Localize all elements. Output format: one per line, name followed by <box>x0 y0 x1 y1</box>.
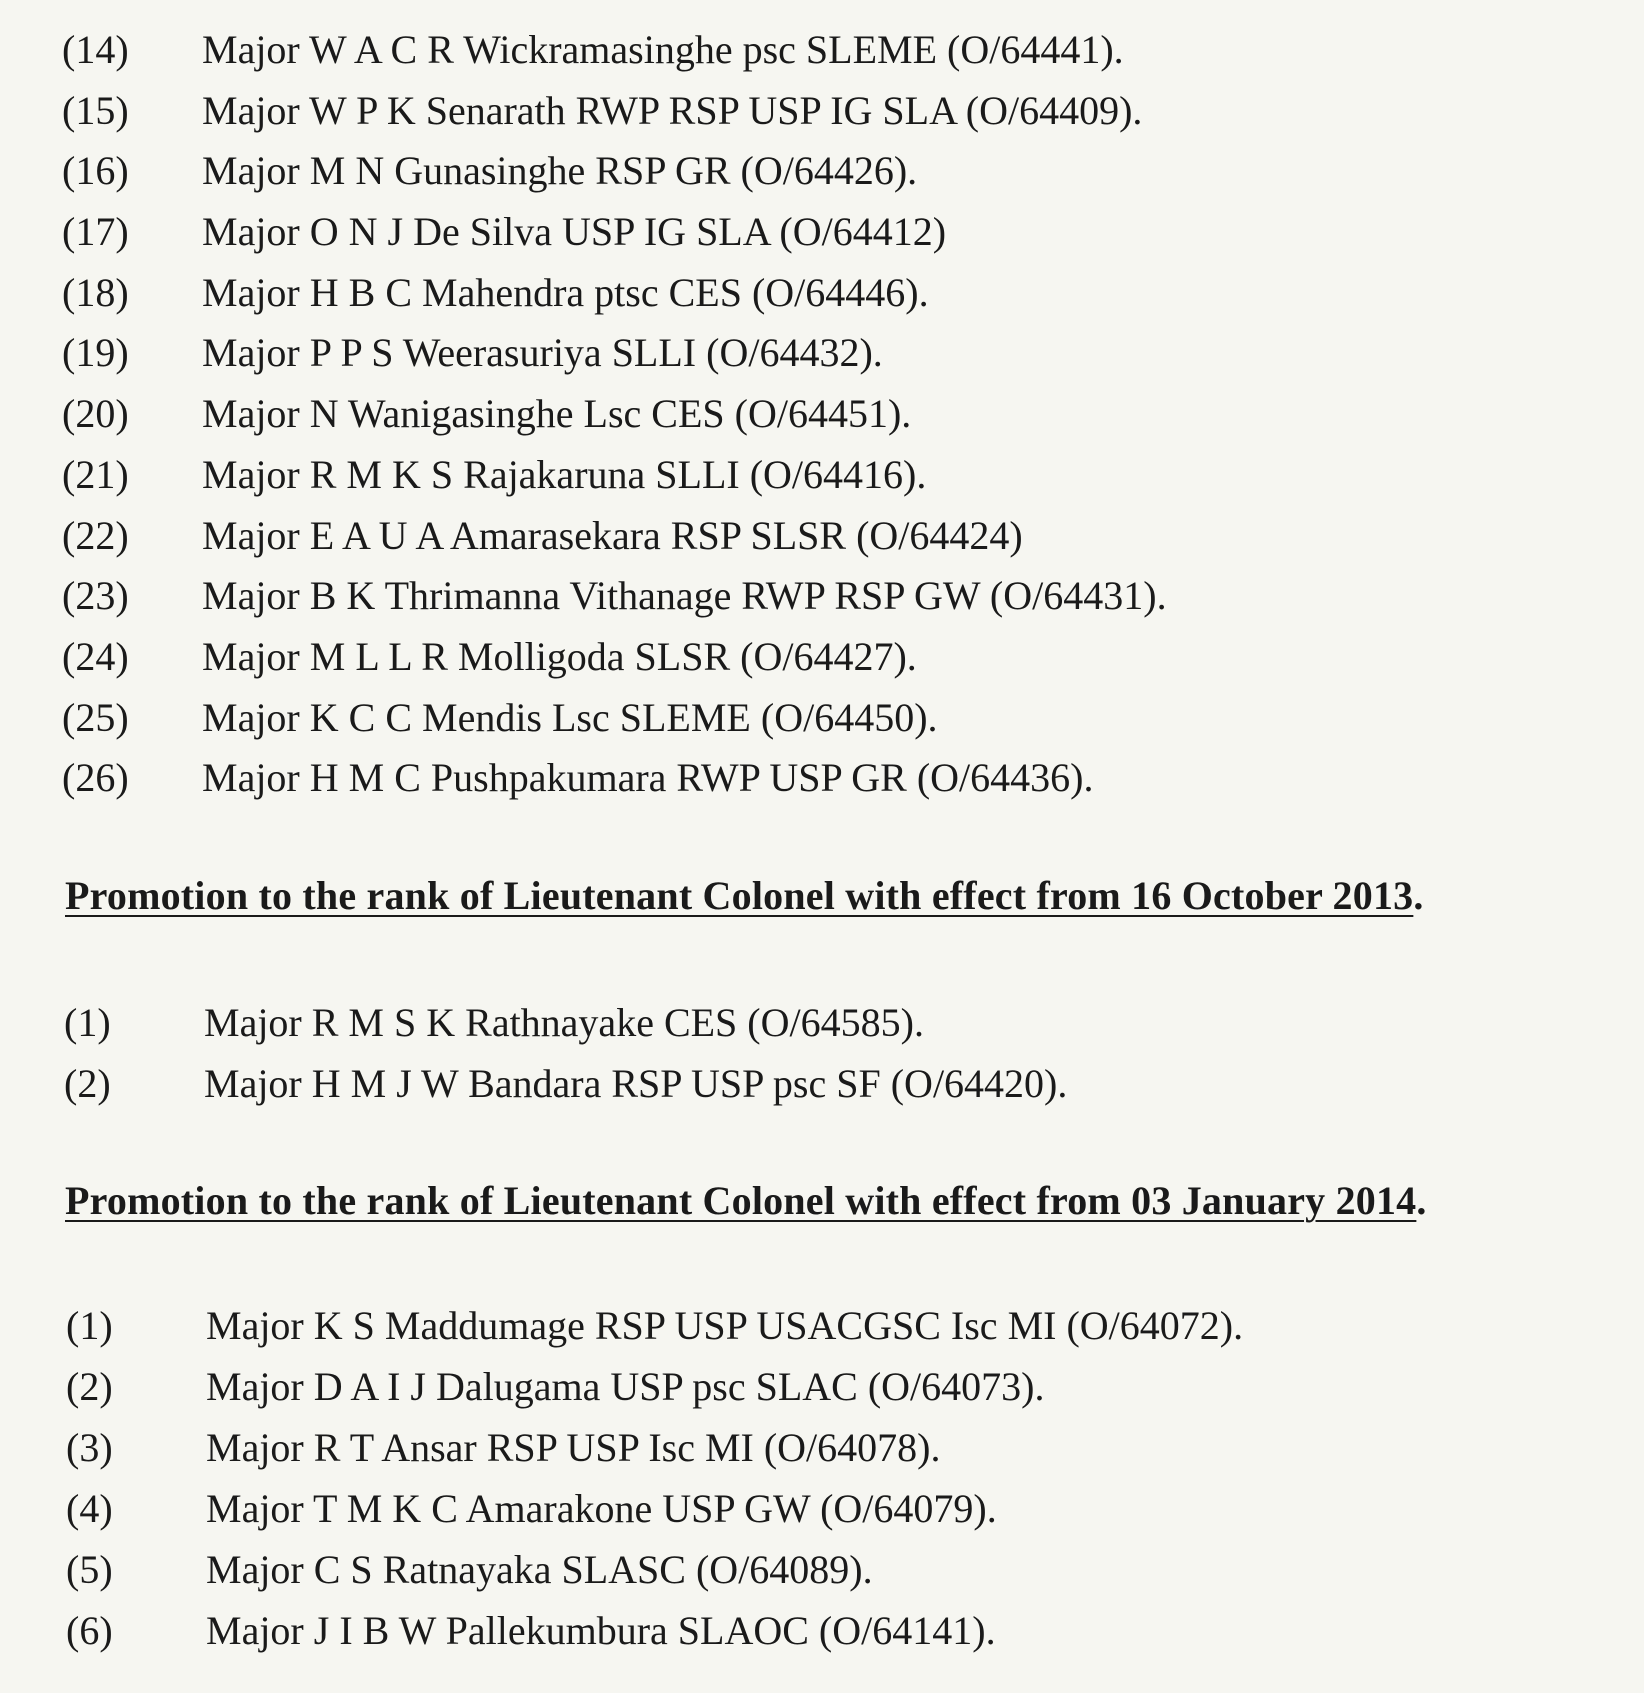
officer-entry: Major M N Gunasinghe RSP GR (O/64426). <box>202 148 918 194</box>
item-number: (1) <box>66 1303 113 1348</box>
section-heading-text: Promotion to the rank of Lieutenant Colonel with effect from 16 October 2013 <box>65 873 1414 918</box>
officer-entry: Major E A U A Amarasekara RSP SLSR (O/64424) <box>202 512 1023 558</box>
officer-entry: Major H M C Pushpakumara RWP USP GR (O/64436). <box>202 755 1094 801</box>
item-number: (3) <box>66 1425 113 1470</box>
item-number: (14) <box>62 27 129 72</box>
list-item <box>62 688 1167 749</box>
list-item <box>62 263 1167 324</box>
section-heading-period: . <box>1413 873 1424 918</box>
list-item <box>62 81 1167 142</box>
officer-entry: Major R M S K Rathnayake CES (O/64585). <box>204 1000 924 1045</box>
officer-entry: Major N Wanigasinghe Lsc CES (O/64451). <box>202 391 912 437</box>
officer-entry: Major T M K C Amarakone USP GW (O/64079). <box>206 1486 997 1531</box>
item-number: (2) <box>66 1364 113 1409</box>
item-number: (26) <box>62 755 129 801</box>
item-number: (20) <box>62 391 129 437</box>
item-number: (24) <box>62 633 129 679</box>
section-heading-period: . <box>1416 1178 1427 1223</box>
list-item <box>66 1539 1243 1600</box>
list-item <box>62 202 1167 263</box>
officer-entry: Major B K Thrimanna Vithanage RWP RSP GW (O/64431). <box>202 573 1167 619</box>
list-item <box>62 748 1167 809</box>
item-number: (16) <box>62 148 129 194</box>
list-item <box>62 384 1167 445</box>
list-item <box>62 323 1167 384</box>
officer-entry: Major R M K S Rajakaruna SLLI (O/64416). <box>202 451 927 497</box>
list-item <box>64 1053 1067 1114</box>
officer-entry: Major J I B W Pallekumbura SLAOC (O/64141). <box>206 1608 996 1653</box>
officer-entry: Major D A I J Dalugama USP psc SLAC (O/64073). <box>206 1364 1045 1409</box>
item-number: (23) <box>62 573 129 619</box>
officer-entry: Major C S Ratnayaka SLASC (O/64089). <box>206 1547 873 1592</box>
list-item <box>62 20 1167 81</box>
item-number: (6) <box>66 1608 113 1653</box>
promotion-list-oct-2013 <box>64 992 1067 1114</box>
list-item <box>62 566 1167 627</box>
promotion-list-jan-2014 <box>66 1295 1243 1661</box>
list-item <box>66 1478 1243 1539</box>
list-item <box>62 445 1167 506</box>
item-number: (4) <box>66 1486 113 1531</box>
item-number: (5) <box>66 1547 113 1592</box>
item-number: (21) <box>62 451 129 497</box>
officer-entry: Major O N J De Silva USP IG SLA (O/64412) <box>202 209 947 255</box>
officer-entry: Major W A C R Wickramasinghe psc SLEME (O/64441). <box>202 27 1124 72</box>
list-item <box>66 1356 1243 1417</box>
section-heading-text: Promotion to the rank of Lieutenant Colonel with effect from 03 January 2014 <box>65 1178 1417 1223</box>
list-item <box>62 627 1167 688</box>
item-number: (1) <box>64 1000 111 1045</box>
list-item <box>66 1295 1243 1356</box>
item-number: (17) <box>62 209 129 255</box>
officer-entry: Major K C C Mendis Lsc SLEME (O/64450). <box>202 694 938 740</box>
officer-entry: Major K S Maddumage RSP USP USACGSC Isc MI (O/64072). <box>206 1303 1244 1348</box>
officer-entry: Major H M J W Bandara RSP USP psc SF (O/64420). <box>204 1061 1068 1106</box>
list-item <box>66 1600 1243 1661</box>
officer-entry: Major R T Ansar RSP USP Isc MI (O/64078). <box>206 1425 941 1470</box>
section-heading <box>65 872 1424 919</box>
item-number: (15) <box>62 87 129 133</box>
list-item <box>62 141 1167 202</box>
item-number: (22) <box>62 512 129 558</box>
officer-entry: Major W P K Senarath RWP RSP USP IG SLA (O/64409). <box>202 87 1143 133</box>
promotion-list-continued <box>62 20 1167 809</box>
list-item <box>66 1417 1243 1478</box>
list-item <box>62 506 1167 567</box>
officer-entry: Major H B C Mahendra ptsc CES (O/64446). <box>202 269 929 315</box>
item-number: (19) <box>62 330 129 376</box>
officer-entry: Major M L L R Molligoda SLSR (O/64427). <box>202 633 917 679</box>
item-number: (2) <box>64 1061 111 1106</box>
item-number: (18) <box>62 269 129 315</box>
item-number: (25) <box>62 694 129 740</box>
section-heading <box>65 1177 1427 1224</box>
list-item <box>64 992 1067 1053</box>
officer-entry: Major P P S Weerasuriya SLLI (O/64432). <box>202 330 883 376</box>
